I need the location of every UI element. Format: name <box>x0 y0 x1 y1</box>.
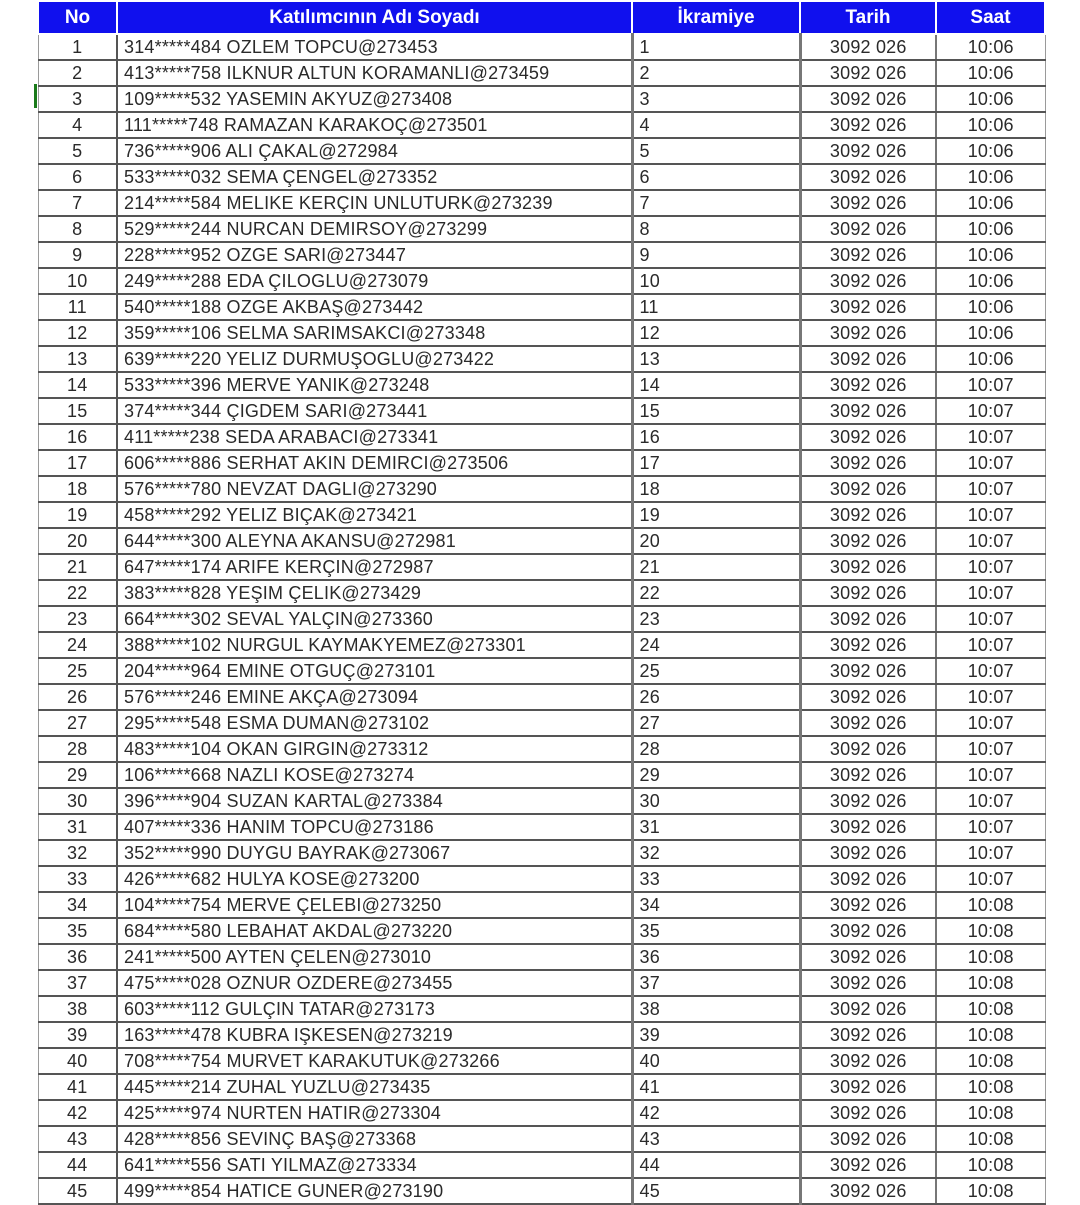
header-tarih: Tarih <box>800 1 936 34</box>
cell-no[interactable]: 8 <box>38 216 117 242</box>
table-row[interactable] <box>38 268 1045 294</box>
cell-saat[interactable]: 10:07 <box>936 710 1045 736</box>
cell-ikramiye[interactable]: 30 <box>632 788 800 814</box>
table-row[interactable] <box>38 814 1045 840</box>
header-saat: Saat <box>936 1 1045 34</box>
cell-no[interactable]: 39 <box>38 1022 117 1048</box>
cell-no[interactable]: 4 <box>38 112 117 138</box>
cell-saat[interactable]: 10:06 <box>936 242 1045 268</box>
cell-no[interactable]: 29 <box>38 762 117 788</box>
cell-tarih[interactable]: 3092 026 <box>800 762 936 788</box>
cell-participant-name[interactable]: 388*****102 NURGUL KAYMAKYEMEZ@273301 <box>117 632 632 658</box>
cell-no[interactable]: 24 <box>38 632 117 658</box>
table-row[interactable] <box>38 736 1045 762</box>
cell-participant-name[interactable]: 214*****584 MELIKE KERÇIN UNLUTURK@273239 <box>117 190 632 216</box>
cell-saat[interactable]: 10:07 <box>936 606 1045 632</box>
cell-no[interactable]: 7 <box>38 190 117 216</box>
table-row[interactable] <box>38 294 1045 320</box>
cell-tarih[interactable]: 3092 026 <box>800 476 936 502</box>
cell-no[interactable]: 15 <box>38 398 117 424</box>
cell-no[interactable]: 13 <box>38 346 117 372</box>
table-body <box>38 34 1045 1204</box>
cell-participant-name[interactable]: 639*****220 YELIZ DURMUŞOGLU@273422 <box>117 346 632 372</box>
cell-participant-name[interactable]: 106*****668 NAZLI KOSE@273274 <box>117 762 632 788</box>
cell-tarih[interactable]: 3092 026 <box>800 606 936 632</box>
cell-saat[interactable]: 10:07 <box>936 528 1045 554</box>
cell-no[interactable]: 34 <box>38 892 117 918</box>
table-row[interactable] <box>38 554 1045 580</box>
cell-ikramiye[interactable]: 39 <box>632 1022 800 1048</box>
cell-ikramiye[interactable]: 37 <box>632 970 800 996</box>
cell-tarih[interactable]: 3092 026 <box>800 710 936 736</box>
cell-no[interactable]: 10 <box>38 268 117 294</box>
table-row[interactable] <box>38 86 1045 112</box>
table-row[interactable] <box>38 424 1045 450</box>
cell-ikramiye[interactable]: 13 <box>632 346 800 372</box>
table-row[interactable] <box>38 788 1045 814</box>
cell-saat[interactable]: 10:08 <box>936 970 1045 996</box>
cell-tarih[interactable]: 3092 026 <box>800 1022 936 1048</box>
cell-tarih[interactable]: 3092 026 <box>800 502 936 528</box>
cell-participant-name[interactable]: 425*****974 NURTEN HATIR@273304 <box>117 1100 632 1126</box>
cell-participant-name[interactable]: 644*****300 ALEYNA AKANSU@272981 <box>117 528 632 554</box>
cell-participant-name[interactable]: 483*****104 OKAN GIRGIN@273312 <box>117 736 632 762</box>
header-no: No <box>38 1 117 34</box>
cell-saat[interactable]: 10:07 <box>936 866 1045 892</box>
table-row[interactable] <box>38 580 1045 606</box>
cell-saat[interactable]: 10:07 <box>936 450 1045 476</box>
cell-saat[interactable]: 10:08 <box>936 1152 1045 1178</box>
cell-ikramiye[interactable]: 36 <box>632 944 800 970</box>
cell-participant-name[interactable]: 533*****032 SEMA ÇENGEL@273352 <box>117 164 632 190</box>
cell-participant-name[interactable]: 428*****856 SEVINÇ BAŞ@273368 <box>117 1126 632 1152</box>
table-row[interactable] <box>38 528 1045 554</box>
cell-participant-name[interactable]: 499*****854 HATICE GUNER@273190 <box>117 1178 632 1204</box>
cell-ikramiye[interactable]: 44 <box>632 1152 800 1178</box>
cell-ikramiye[interactable]: 5 <box>632 138 800 164</box>
cell-ikramiye[interactable]: 17 <box>632 450 800 476</box>
cell-participant-name[interactable]: 540*****188 OZGE AKBAŞ@273442 <box>117 294 632 320</box>
cell-saat[interactable]: 10:06 <box>936 268 1045 294</box>
table-row[interactable] <box>38 996 1045 1022</box>
cell-ikramiye[interactable]: 18 <box>632 476 800 502</box>
cell-saat[interactable]: 10:07 <box>936 476 1045 502</box>
cell-saat[interactable]: 10:06 <box>936 346 1045 372</box>
cell-tarih[interactable]: 3092 026 <box>800 554 936 580</box>
results-table <box>37 0 1046 1205</box>
cell-ikramiye[interactable]: 23 <box>632 606 800 632</box>
cell-ikramiye[interactable]: 7 <box>632 190 800 216</box>
table-row[interactable] <box>38 1048 1045 1074</box>
cell-saat[interactable]: 10:06 <box>936 138 1045 164</box>
cell-no[interactable]: 6 <box>38 164 117 190</box>
cell-ikramiye[interactable]: 25 <box>632 658 800 684</box>
cell-participant-name[interactable]: 603*****112 GULÇIN TATAR@273173 <box>117 996 632 1022</box>
cell-no[interactable]: 1 <box>38 34 117 60</box>
cell-tarih[interactable]: 3092 026 <box>800 970 936 996</box>
cell-no[interactable]: 11 <box>38 294 117 320</box>
cell-no[interactable]: 36 <box>38 944 117 970</box>
cell-saat[interactable]: 10:08 <box>936 918 1045 944</box>
cell-saat[interactable]: 10:08 <box>936 1048 1045 1074</box>
table-header <box>38 1 1045 34</box>
cell-participant-name[interactable]: 163*****478 KUBRA IŞKESEN@273219 <box>117 1022 632 1048</box>
cell-tarih[interactable]: 3092 026 <box>800 294 936 320</box>
cell-participant-name[interactable]: 295*****548 ESMA DUMAN@273102 <box>117 710 632 736</box>
table-row[interactable] <box>38 216 1045 242</box>
cell-ikramiye[interactable]: 10 <box>632 268 800 294</box>
cell-saat[interactable]: 10:07 <box>936 424 1045 450</box>
cell-participant-name[interactable]: 458*****292 YELIZ BIÇAK@273421 <box>117 502 632 528</box>
cell-ikramiye[interactable]: 29 <box>632 762 800 788</box>
cell-tarih[interactable]: 3092 026 <box>800 840 936 866</box>
cell-tarih[interactable]: 3092 026 <box>800 60 936 86</box>
cell-ikramiye[interactable]: 45 <box>632 1178 800 1204</box>
cell-ikramiye[interactable]: 26 <box>632 684 800 710</box>
cell-participant-name[interactable]: 109*****532 YASEMIN AKYUZ@273408 <box>117 86 632 112</box>
table-row[interactable] <box>38 372 1045 398</box>
cell-no[interactable]: 25 <box>38 658 117 684</box>
cell-saat[interactable]: 10:06 <box>936 112 1045 138</box>
cell-ikramiye[interactable]: 20 <box>632 528 800 554</box>
cell-ikramiye[interactable]: 19 <box>632 502 800 528</box>
cell-participant-name[interactable]: 413*****758 ILKNUR ALTUN KORAMANLI@273459 <box>117 60 632 86</box>
table-row[interactable] <box>38 320 1045 346</box>
cell-participant-name[interactable]: 641*****556 SATI YILMAZ@273334 <box>117 1152 632 1178</box>
cell-no[interactable]: 35 <box>38 918 117 944</box>
cell-tarih[interactable]: 3092 026 <box>800 424 936 450</box>
header-participant-name: Katılımcının Adı Soyadı <box>117 1 632 34</box>
cell-tarih[interactable]: 3092 026 <box>800 268 936 294</box>
cell-tarih[interactable]: 3092 026 <box>800 918 936 944</box>
cell-no[interactable]: 21 <box>38 554 117 580</box>
cell-ikramiye[interactable]: 2 <box>632 60 800 86</box>
cell-ikramiye[interactable]: 11 <box>632 294 800 320</box>
cell-participant-name[interactable]: 736*****906 ALI ÇAKAL@272984 <box>117 138 632 164</box>
cell-participant-name[interactable]: 664*****302 SEVAL YALÇIN@273360 <box>117 606 632 632</box>
cell-no[interactable]: 40 <box>38 1048 117 1074</box>
cell-tarih[interactable]: 3092 026 <box>800 1126 936 1152</box>
cell-ikramiye[interactable]: 28 <box>632 736 800 762</box>
cell-saat[interactable]: 10:07 <box>936 658 1045 684</box>
cell-tarih[interactable]: 3092 026 <box>800 86 936 112</box>
table-row[interactable] <box>38 970 1045 996</box>
cell-ikramiye[interactable]: 24 <box>632 632 800 658</box>
cell-no[interactable]: 9 <box>38 242 117 268</box>
cell-saat[interactable]: 10:07 <box>936 788 1045 814</box>
cell-ikramiye[interactable]: 43 <box>632 1126 800 1152</box>
cell-ikramiye[interactable]: 32 <box>632 840 800 866</box>
table-row[interactable] <box>38 476 1045 502</box>
cell-participant-name[interactable]: 684*****580 LEBAHAT AKDAL@273220 <box>117 918 632 944</box>
cell-saat[interactable]: 10:08 <box>936 1022 1045 1048</box>
cell-no[interactable]: 30 <box>38 788 117 814</box>
cell-saat[interactable]: 10:06 <box>936 164 1045 190</box>
cell-saat[interactable]: 10:07 <box>936 554 1045 580</box>
cell-saat[interactable]: 10:06 <box>936 216 1045 242</box>
cell-ikramiye[interactable]: 40 <box>632 1048 800 1074</box>
cell-saat[interactable]: 10:07 <box>936 762 1045 788</box>
cell-ikramiye[interactable]: 12 <box>632 320 800 346</box>
table-row[interactable] <box>38 658 1045 684</box>
cell-saat[interactable]: 10:06 <box>936 320 1045 346</box>
cell-ikramiye[interactable]: 31 <box>632 814 800 840</box>
cell-ikramiye[interactable]: 38 <box>632 996 800 1022</box>
cell-participant-name[interactable]: 228*****952 OZGE SARI@273447 <box>117 242 632 268</box>
cell-participant-name[interactable]: 533*****396 MERVE YANIK@273248 <box>117 372 632 398</box>
cell-ikramiye[interactable]: 9 <box>632 242 800 268</box>
table-row[interactable] <box>38 502 1045 528</box>
cell-ikramiye[interactable]: 8 <box>632 216 800 242</box>
cell-tarih[interactable]: 3092 026 <box>800 346 936 372</box>
cell-tarih[interactable]: 3092 026 <box>800 632 936 658</box>
cell-tarih[interactable]: 3092 026 <box>800 450 936 476</box>
table-row[interactable] <box>38 242 1045 268</box>
cell-no[interactable]: 31 <box>38 814 117 840</box>
cell-tarih[interactable]: 3092 026 <box>800 788 936 814</box>
cell-no[interactable]: 38 <box>38 996 117 1022</box>
cell-ikramiye[interactable]: 41 <box>632 1074 800 1100</box>
cell-tarih[interactable]: 3092 026 <box>800 892 936 918</box>
results-sheet <box>37 0 1044 1205</box>
cell-tarih[interactable]: 3092 026 <box>800 1048 936 1074</box>
table-row[interactable] <box>38 346 1045 372</box>
table-row[interactable] <box>38 398 1045 424</box>
cell-tarih[interactable]: 3092 026 <box>800 216 936 242</box>
cell-no[interactable]: 44 <box>38 1152 117 1178</box>
table-row[interactable] <box>38 34 1045 60</box>
cell-no[interactable]: 42 <box>38 1100 117 1126</box>
cell-saat[interactable]: 10:07 <box>936 372 1045 398</box>
cell-saat[interactable]: 10:07 <box>936 814 1045 840</box>
cell-no[interactable]: 43 <box>38 1126 117 1152</box>
cell-no[interactable]: 19 <box>38 502 117 528</box>
cell-participant-name[interactable]: 204*****964 EMINE OTGUÇ@273101 <box>117 658 632 684</box>
cell-saat[interactable]: 10:07 <box>936 840 1045 866</box>
cell-saat[interactable]: 10:07 <box>936 398 1045 424</box>
cell-no[interactable]: 16 <box>38 424 117 450</box>
header-ikramiye: İkramiye <box>632 1 800 34</box>
cell-ikramiye[interactable]: 21 <box>632 554 800 580</box>
cell-ikramiye[interactable]: 15 <box>632 398 800 424</box>
cell-participant-name[interactable]: 352*****990 DUYGU BAYRAK@273067 <box>117 840 632 866</box>
cell-tarih[interactable]: 3092 026 <box>800 684 936 710</box>
cell-no[interactable]: 2 <box>38 60 117 86</box>
cell-tarih[interactable]: 3092 026 <box>800 528 936 554</box>
cell-participant-name[interactable]: 576*****246 EMINE AKÇA@273094 <box>117 684 632 710</box>
cell-participant-name[interactable]: 359*****106 SELMA SARIMSAKCI@273348 <box>117 320 632 346</box>
cell-tarih[interactable]: 3092 026 <box>800 164 936 190</box>
cell-participant-name[interactable]: 708*****754 MURVET KARAKUTUK@273266 <box>117 1048 632 1074</box>
cell-no[interactable]: 17 <box>38 450 117 476</box>
cell-no[interactable]: 26 <box>38 684 117 710</box>
table-row[interactable] <box>38 60 1045 86</box>
cell-participant-name[interactable]: 407*****336 HANIM TOPCU@273186 <box>117 814 632 840</box>
cell-participant-name[interactable]: 249*****288 EDA ÇILOGLU@273079 <box>117 268 632 294</box>
table-row[interactable] <box>38 1022 1045 1048</box>
table-row[interactable] <box>38 944 1045 970</box>
cell-tarih[interactable]: 3092 026 <box>800 1100 936 1126</box>
cell-participant-name[interactable]: 314*****484 OZLEM TOPCU@273453 <box>117 34 632 60</box>
cell-tarih[interactable]: 3092 026 <box>800 190 936 216</box>
table-row[interactable] <box>38 840 1045 866</box>
cell-saat[interactable]: 10:06 <box>936 60 1045 86</box>
cell-no[interactable]: 12 <box>38 320 117 346</box>
cell-no[interactable]: 3 <box>38 86 117 112</box>
cell-tarih[interactable]: 3092 026 <box>800 1074 936 1100</box>
cell-ikramiye[interactable]: 27 <box>632 710 800 736</box>
cell-saat[interactable]: 10:07 <box>936 684 1045 710</box>
cell-no[interactable]: 23 <box>38 606 117 632</box>
table-row[interactable] <box>38 1074 1045 1100</box>
cell-participant-name[interactable]: 411*****238 SEDA ARABACI@273341 <box>117 424 632 450</box>
cell-saat[interactable]: 10:08 <box>936 996 1045 1022</box>
cell-no[interactable]: 33 <box>38 866 117 892</box>
cell-participant-name[interactable]: 647*****174 ARIFE KERÇIN@272987 <box>117 554 632 580</box>
table-row[interactable] <box>38 710 1045 736</box>
cell-participant-name[interactable]: 241*****500 AYTEN ÇELEN@273010 <box>117 944 632 970</box>
table-row[interactable] <box>38 866 1045 892</box>
cell-participant-name[interactable]: 445*****214 ZUHAL YUZLU@273435 <box>117 1074 632 1100</box>
cell-no[interactable]: 32 <box>38 840 117 866</box>
cell-saat[interactable]: 10:08 <box>936 1100 1045 1126</box>
cell-no[interactable]: 37 <box>38 970 117 996</box>
cell-participant-name[interactable]: 529*****244 NURCAN DEMIRSOY@273299 <box>117 216 632 242</box>
cell-no[interactable]: 41 <box>38 1074 117 1100</box>
cell-tarih[interactable]: 3092 026 <box>800 1178 936 1204</box>
cell-saat[interactable]: 10:06 <box>936 190 1045 216</box>
cell-no[interactable]: 28 <box>38 736 117 762</box>
table-row[interactable] <box>38 606 1045 632</box>
cell-ikramiye[interactable]: 3 <box>632 86 800 112</box>
table-row[interactable] <box>38 112 1045 138</box>
cell-saat[interactable]: 10:07 <box>936 580 1045 606</box>
cell-no[interactable]: 45 <box>38 1178 117 1204</box>
cell-saat[interactable]: 10:07 <box>936 736 1045 762</box>
cell-tarih[interactable]: 3092 026 <box>800 398 936 424</box>
cell-no[interactable]: 22 <box>38 580 117 606</box>
cell-no[interactable]: 27 <box>38 710 117 736</box>
cell-no[interactable]: 20 <box>38 528 117 554</box>
table-row[interactable] <box>38 892 1045 918</box>
cell-no[interactable]: 18 <box>38 476 117 502</box>
cell-tarih[interactable]: 3092 026 <box>800 944 936 970</box>
cell-ikramiye[interactable]: 6 <box>632 164 800 190</box>
table-row[interactable] <box>38 450 1045 476</box>
cell-tarih[interactable]: 3092 026 <box>800 658 936 684</box>
table-row[interactable] <box>38 1100 1045 1126</box>
cell-participant-name[interactable]: 396*****904 SUZAN KARTAL@273384 <box>117 788 632 814</box>
cell-saat[interactable]: 10:06 <box>936 86 1045 112</box>
table-row[interactable] <box>38 684 1045 710</box>
cell-participant-name[interactable]: 576*****780 NEVZAT DAGLI@273290 <box>117 476 632 502</box>
cell-participant-name[interactable]: 475*****028 OZNUR OZDERE@273455 <box>117 970 632 996</box>
cell-tarih[interactable]: 3092 026 <box>800 996 936 1022</box>
cell-no[interactable]: 5 <box>38 138 117 164</box>
cell-saat[interactable]: 10:06 <box>936 294 1045 320</box>
cell-ikramiye[interactable]: 42 <box>632 1100 800 1126</box>
cell-ikramiye[interactable]: 22 <box>632 580 800 606</box>
cell-saat[interactable]: 10:08 <box>936 1126 1045 1152</box>
table-row[interactable] <box>38 1178 1045 1204</box>
cell-participant-name[interactable]: 111*****748 RAMAZAN KARAKOÇ@273501 <box>117 112 632 138</box>
table-row[interactable] <box>38 1126 1045 1152</box>
cell-tarih[interactable]: 3092 026 <box>800 736 936 762</box>
table-row[interactable] <box>38 632 1045 658</box>
cell-participant-name[interactable]: 426*****682 HULYA KOSE@273200 <box>117 866 632 892</box>
cell-tarih[interactable]: 3092 026 <box>800 1152 936 1178</box>
cell-ikramiye[interactable]: 34 <box>632 892 800 918</box>
cell-ikramiye[interactable]: 35 <box>632 918 800 944</box>
table-row[interactable] <box>38 190 1045 216</box>
cell-ikramiye[interactable]: 4 <box>632 112 800 138</box>
cell-participant-name[interactable]: 374*****344 ÇIGDEM SARI@273441 <box>117 398 632 424</box>
cell-participant-name[interactable]: 383*****828 YEŞIM ÇELIK@273429 <box>117 580 632 606</box>
cell-tarih[interactable]: 3092 026 <box>800 242 936 268</box>
header-row <box>38 1 1045 34</box>
cell-tarih[interactable]: 3092 026 <box>800 34 936 60</box>
cell-saat[interactable]: 10:08 <box>936 892 1045 918</box>
cell-tarih[interactable]: 3092 026 <box>800 580 936 606</box>
table-row[interactable] <box>38 762 1045 788</box>
cell-participant-name[interactable]: 104*****754 MERVE ÇELEBI@273250 <box>117 892 632 918</box>
cell-tarih[interactable]: 3092 026 <box>800 112 936 138</box>
cell-ikramiye[interactable]: 1 <box>632 34 800 60</box>
table-row[interactable] <box>38 164 1045 190</box>
cell-participant-name[interactable]: 606*****886 SERHAT AKIN DEMIRCI@273506 <box>117 450 632 476</box>
table-row[interactable] <box>38 1152 1045 1178</box>
table-row[interactable] <box>38 918 1045 944</box>
cell-ikramiye[interactable]: 14 <box>632 372 800 398</box>
cell-no[interactable]: 14 <box>38 372 117 398</box>
cell-tarih[interactable]: 3092 026 <box>800 372 936 398</box>
cell-tarih[interactable]: 3092 026 <box>800 138 936 164</box>
cell-tarih[interactable]: 3092 026 <box>800 866 936 892</box>
cell-saat[interactable]: 10:08 <box>936 1074 1045 1100</box>
table-row[interactable] <box>38 138 1045 164</box>
cell-tarih[interactable]: 3092 026 <box>800 320 936 346</box>
cell-saat[interactable]: 10:08 <box>936 1178 1045 1204</box>
cell-ikramiye[interactable]: 16 <box>632 424 800 450</box>
cell-saat[interactable]: 10:08 <box>936 944 1045 970</box>
cell-saat[interactable]: 10:06 <box>936 34 1045 60</box>
cell-tarih[interactable]: 3092 026 <box>800 814 936 840</box>
cell-saat[interactable]: 10:07 <box>936 632 1045 658</box>
cell-ikramiye[interactable]: 33 <box>632 866 800 892</box>
cell-saat[interactable]: 10:07 <box>936 502 1045 528</box>
